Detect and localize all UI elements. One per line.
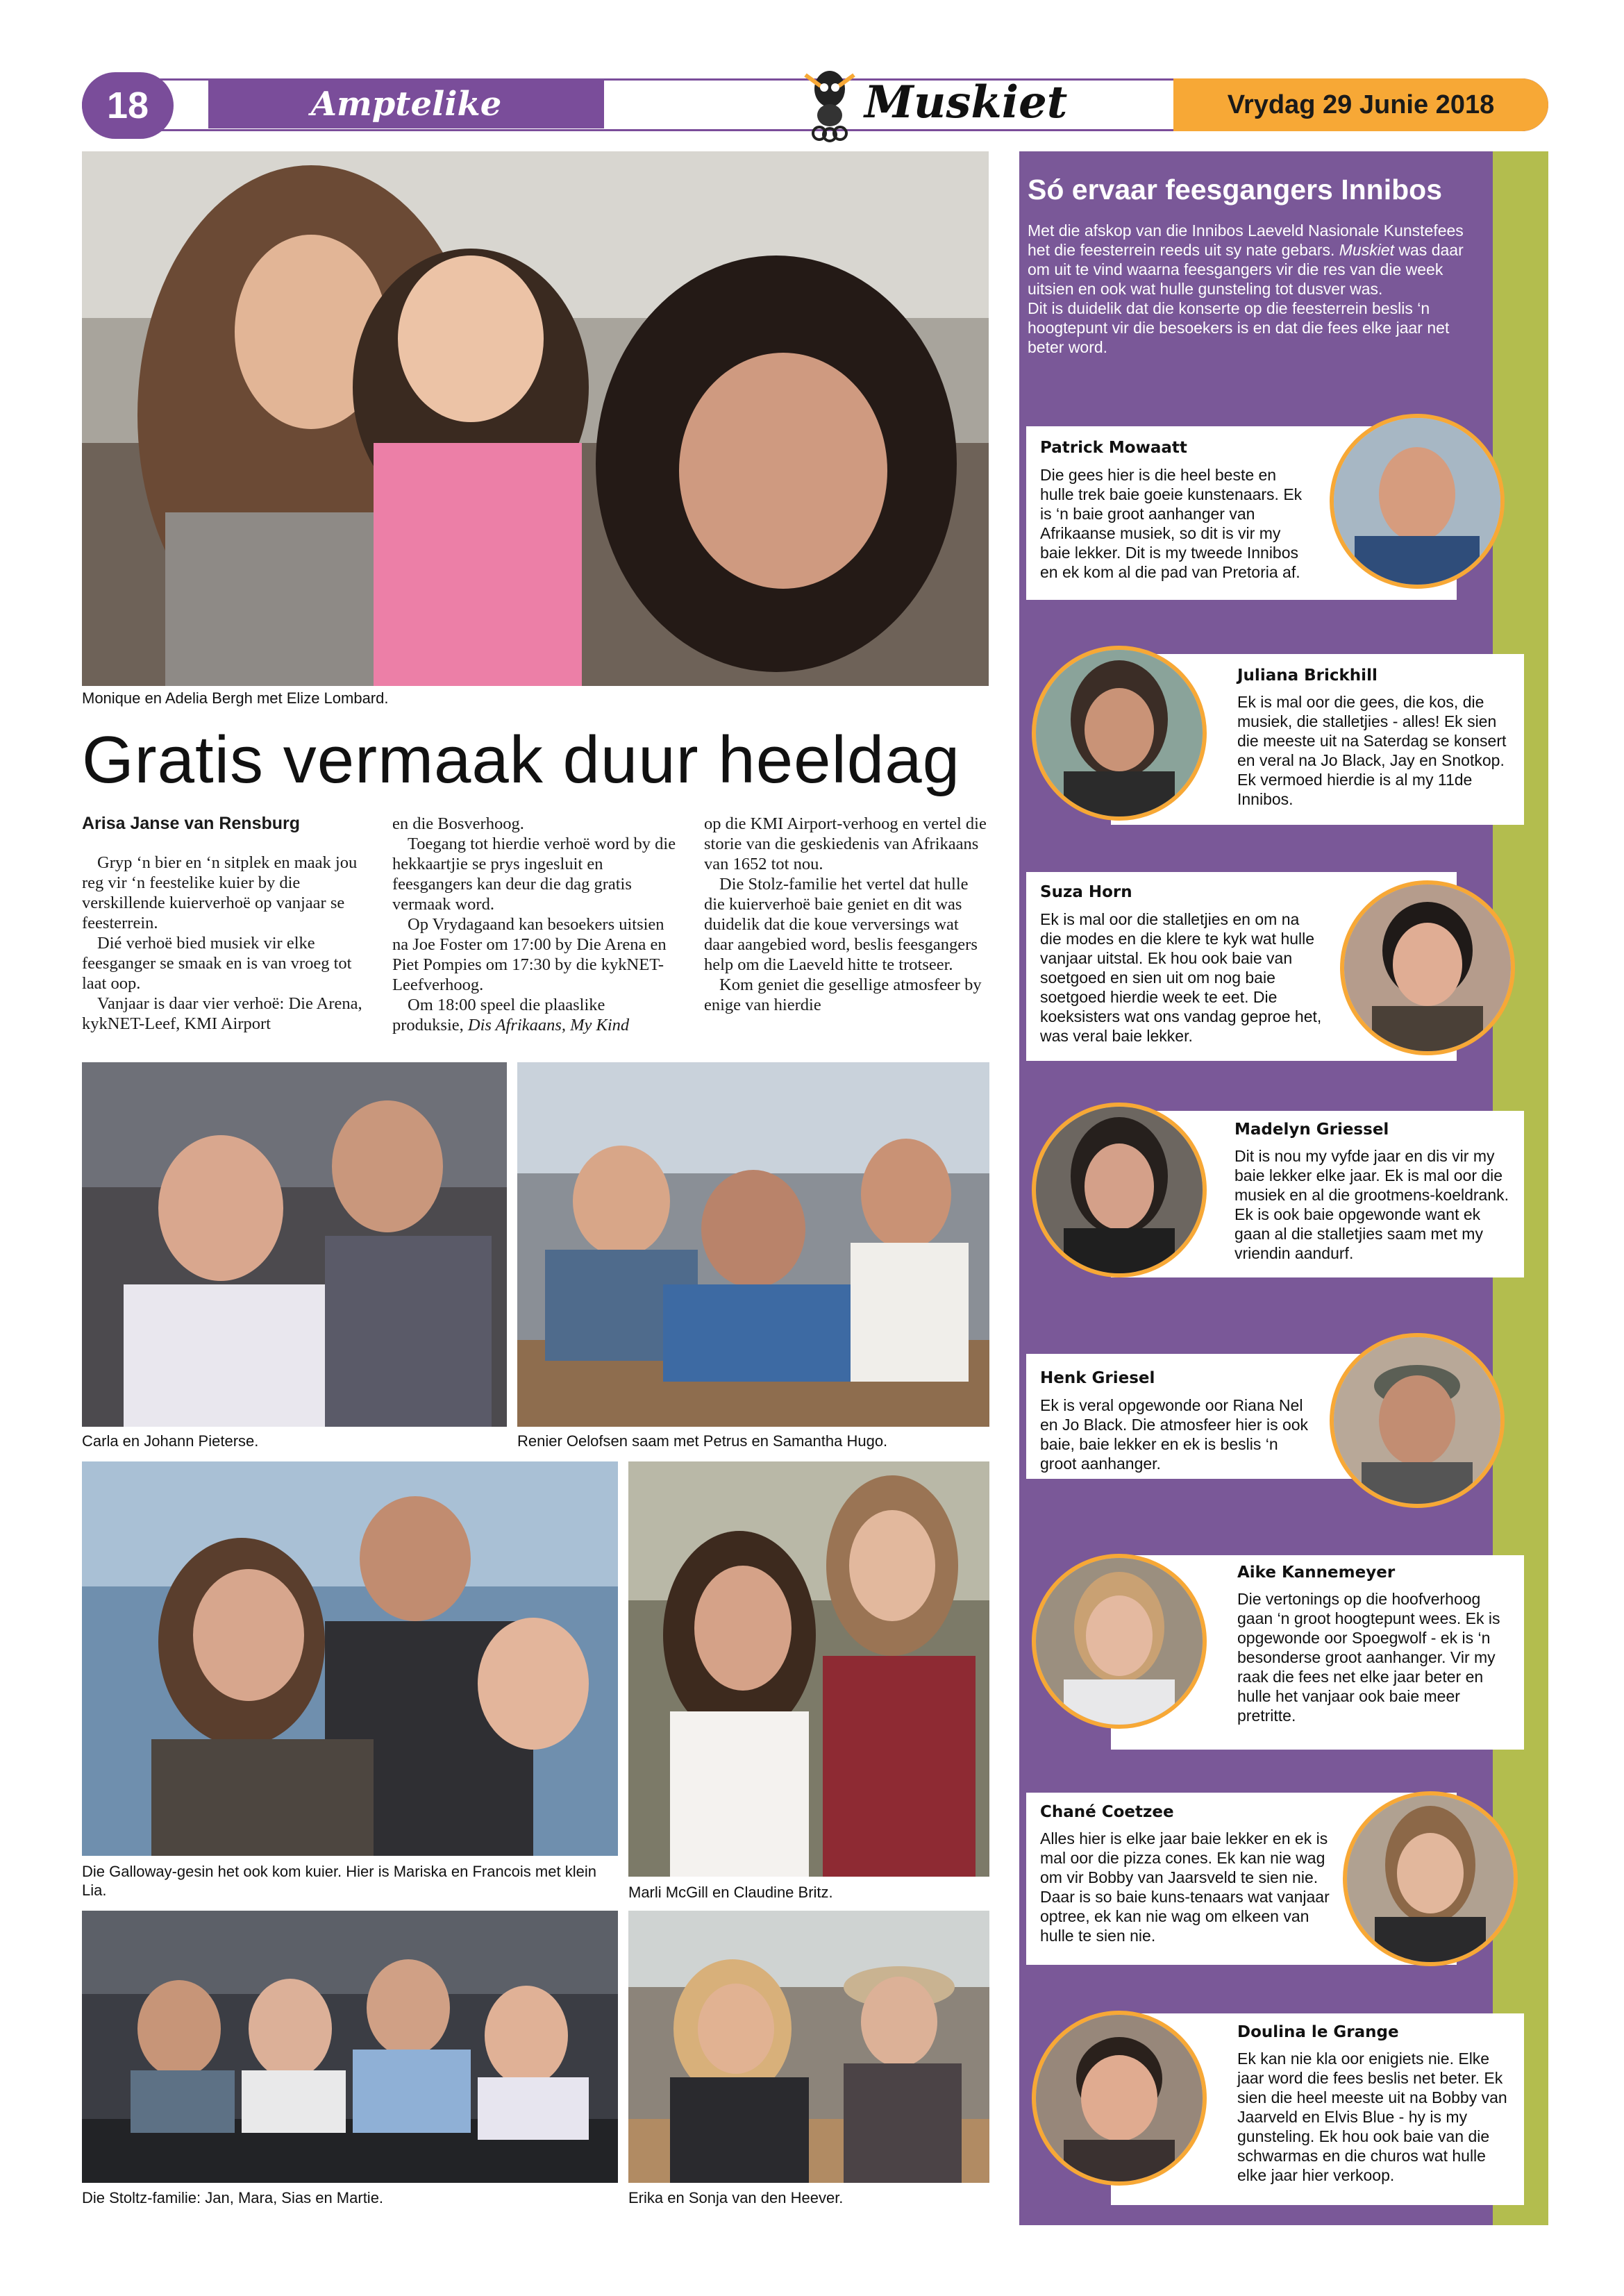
photo-renier-petrus-samantha [517, 1062, 989, 1427]
photo-caption: Marli McGill en Claudine Britz. [628, 1884, 833, 1901]
article-paragraph: en die Bosverhoog. [392, 814, 524, 833]
portrait-madelyn-griessel [1032, 1103, 1207, 1277]
side-intro-text: was daar om uit te vind waarna feesgangers vir die res van die week uitsien en ook wat hulle gunsteling tot dusver was. [1028, 241, 1464, 298]
side-panel-intro [1028, 221, 1472, 357]
portrait-henk-griesel [1330, 1333, 1505, 1508]
side-intro-brand: Muskiet [1339, 241, 1395, 259]
mosquito-mascot-icon [798, 61, 861, 143]
photo-erika-sonja [628, 1911, 989, 2183]
production-title: Dis Afrikaans, My Kind [467, 1016, 630, 1034]
portrait-chane-coetzee [1343, 1791, 1518, 1966]
photo-caption: Renier Oelofsen saam met Petrus en Samantha Hugo. [517, 1432, 888, 1450]
quote-name: Chané Coetzee [1040, 1803, 1174, 1821]
section-title: Amptelike [208, 80, 604, 128]
article-headline: Gratis vermaak duur heeldag [82, 723, 960, 797]
quote-name: Juliana Brickhill [1237, 667, 1378, 685]
article-paragraph: Op Vrydagaand kan besoekers uitsien na Joe Foster om 17:00 by Die Arena en Piet Pompies om 17:30 by die kykNET-Leefverhoog. [392, 915, 667, 994]
photo-stoltz-family [82, 1911, 618, 2183]
photo-marli-claudine [628, 1461, 989, 1877]
quote-text: Ek kan nie kla oor enigiets nie. Elke jaar word die fees beslis net beter. Ek sien die heel meeste uit na Bobby van Jaarveld en Elvis Blue - hy is my gunsteling. Ek hou ook baie van die schwarmas en die churos wat hulle elke jaar hier verkoop. [1237, 2050, 1507, 2184]
photo-caption: Erika en Sonja van den Heever. [628, 2189, 844, 2206]
portrait-patrick-mowaatt [1330, 414, 1505, 589]
photo-galloway-family [82, 1461, 618, 1856]
portrait-suza-horn [1340, 880, 1515, 1055]
photo-caption: Die Galloway-gesin het ook kom kuier. Hier is Mariska en Francois met klein Lia. [82, 1863, 596, 1899]
page-number: 18 [82, 72, 174, 139]
photo-caption: Die Stoltz-familie: Jan, Mara, Sias en Martie. [82, 2189, 384, 2206]
quote-text: Die vertonings op die hoofverhoog gaan ‘n groot hoogtepunt wees. Ek is opgewonde oor Spoegwolf - ek is ‘n besonderse groot aanhanger. Vir my raak die fees net elke jaar beter en hulle het vanjaar ook baie meer pretritte. [1237, 1590, 1500, 1725]
main-photo-caption: Monique en Adelia Bergh met Elize Lombard. [82, 689, 389, 707]
portrait-juliana-brickhill [1032, 646, 1207, 821]
side-intro-text: Dit is duidelik dat die konserte op die feesterrein beslis ‘n hoogtepunt vir die besoekers is en dat die fees elke jaar net beter word. [1028, 299, 1450, 356]
article-paragraph: Dié verhoë bied musiek vir elke feesganger se smaak en is van vroeg tot laat oop. [82, 934, 352, 993]
article-paragraph: Vanjaar is daar vier verhoë: Die Arena, kykNET-Leef, KMI Airport [82, 994, 362, 1033]
quote-text: Ek is veral opgewonde oor Riana Nel en Jo Black. Die atmosfeer hier is ook baie, baie lekker en ek is beslis ‘n groot aanhanger. [1040, 1396, 1309, 1473]
quote-name: Suza Horn [1040, 883, 1132, 901]
quote-text: Die gees hier is die heel beste en hulle trek baie goeie kunstenaars. Ek is ‘n baie groot aanhanger van Afrikaanse musiek, so dit is vir my baie lekker. Dit is my tweede Innibos en ek kom al die pad van Pretoria af. [1040, 466, 1303, 581]
photo-caption: Carla en Johann Pieterse. [82, 1432, 259, 1450]
quote-text: Ek is mal oor die gees, die kos, die musiek, die stalletjies - alles! Ek sien die meeste uit na Saterdag se konsert en veral na Jo Black, Jay en Snotkop. Ek vermoed hierdie is al my 11de Innibos. [1237, 693, 1507, 808]
side-panel-title: Só ervaar feesgangers Innibos [1028, 174, 1443, 206]
quote-text: Dit is nou my vyfde jaar en dis vir my baie lekker elke jaar. Ek is mal oor die musiek en al die grootmens-koeldrank. Ek is ook baie opgewonde want ek gaan al die stalletjies saam met my vriendin aandurf. [1234, 1147, 1509, 1262]
quote-name: Doulina le Grange [1237, 2023, 1399, 2041]
article-paragraph: Toegang tot hierdie verhoë word by die hekkaartjie se prys ingesluit en feesgangers kan deur die dag gratis vermaak word. [392, 835, 676, 914]
photo-carla-johann [82, 1062, 507, 1427]
article-paragraph: Kom geniet die gesellige atmosfeer by enige van hierdie [704, 975, 982, 1014]
quote-name: Aike Kannemeyer [1237, 1564, 1396, 1582]
article-column-3 [704, 814, 989, 1015]
quote-name: Henk Griesel [1040, 1369, 1155, 1387]
article-paragraph [392, 995, 678, 1035]
article-paragraph: op die KMI Airport-verhoog en vertel die storie van die geskiedenis van Afrikaans van 1652 tot nou. [704, 814, 987, 873]
quote-text: Alles hier is elke jaar baie lekker en ek is mal oor die pizza cones. Ek kan nie wag om vir Bobby van Jaarsveld te sien nie. Daar is so baie kuns-tenaars wat vanjaar optree, ek kan nie wag om elkeen van hulle te sien nie. [1040, 1829, 1330, 1945]
portrait-aike-kannemeyer [1032, 1554, 1207, 1729]
brand-logo: Muskiet [864, 76, 1068, 128]
portrait-doulina-le-grange [1032, 2011, 1207, 2186]
quote-name: Patrick Mowaatt [1040, 439, 1187, 457]
main-photo [82, 151, 989, 686]
side-intro-text: Met die afskop van die Innibos Laeveld Nasionale Kunstefees het die feesterrein reeds uit sy nate gebars. [1028, 221, 1464, 259]
article-paragraph: Die Stolz-familie het vertel dat hulle die kuierverhoë baie geniet en dit was duidelik dat die koue verversings wat daar aangebied word, beslis feesgangers help om die Laeveld hitte te trotseer. [704, 875, 978, 974]
article-column-2 [392, 814, 678, 1035]
article-byline: Arisa Janse van Rensburg [82, 814, 301, 833]
quote-text: Ek is mal oor die stalletjies en om na die modes en die klere te kyk wat hulle vanjaar uitstal. Ek hou ook baie van soetgoed en sien uit om nog baie soetgoed hierdie week te eet. Die koeksisters wat ons vandag geproe het, was veral baie lekker. [1040, 910, 1322, 1045]
issue-date: Vrydag 29 Junie 2018 [1173, 78, 1548, 131]
article-column-1 [82, 853, 367, 1034]
quote-name: Madelyn Griessel [1234, 1121, 1389, 1139]
article-text: Om 18:00 speel die plaaslike produksie, [392, 996, 605, 1034]
article-paragraph: Gryp ‘n bier en ‘n sitplek en maak jou reg vir ‘n feestelike kuier by die verskillende kuierverhoë op vanjaar se feesterrein. [82, 853, 358, 932]
